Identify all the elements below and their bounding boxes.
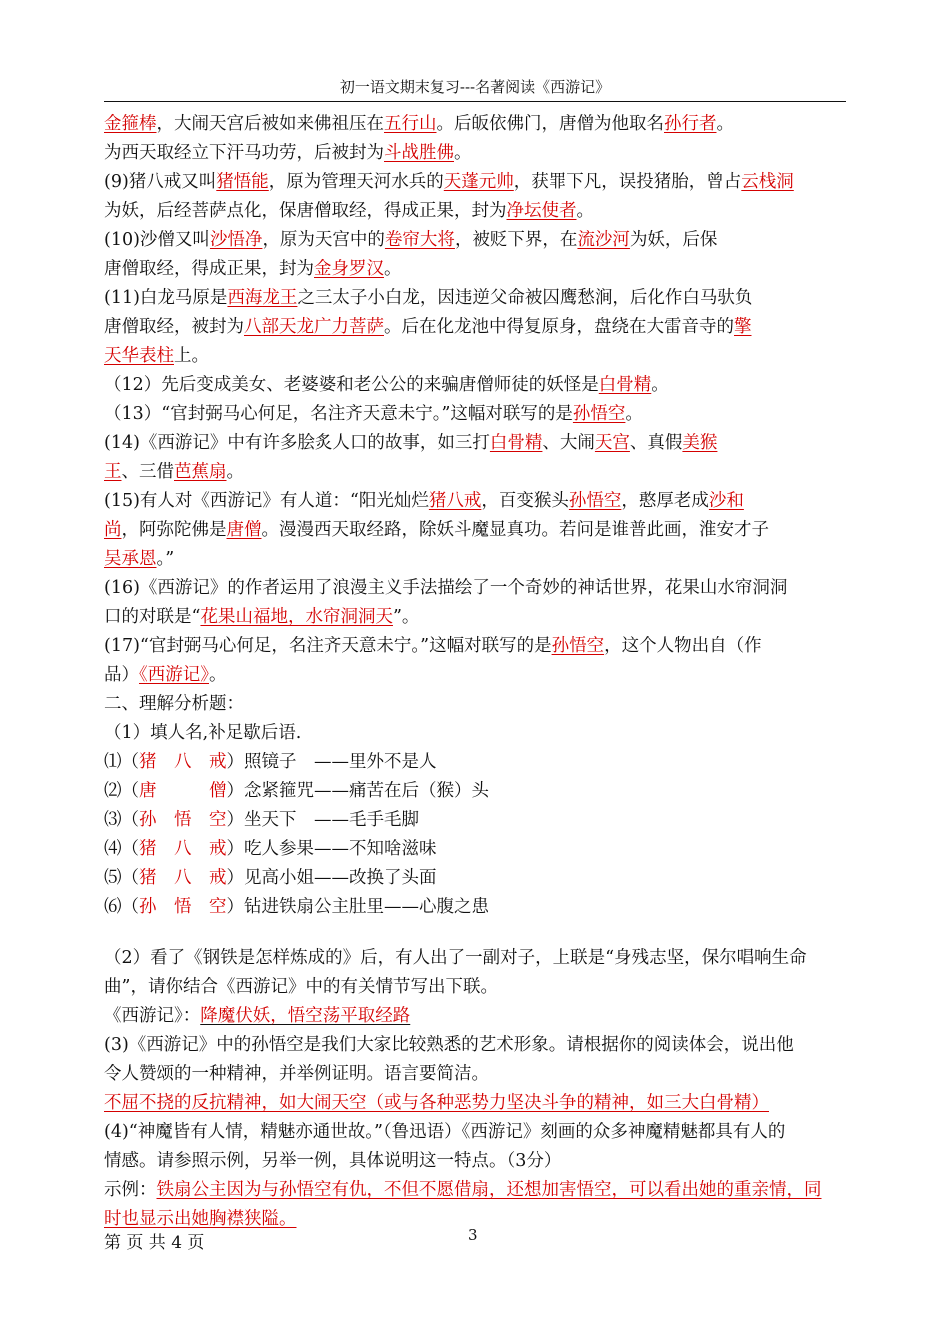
xiehouyu-item: ⑸（猪 八 戒）见高小姐——改换了头面 (104, 864, 849, 893)
question-11: (11)白龙马原是西海龙王之三太子小白龙，因违逆父命被囚鹰愁涧，后化作白马驮负 (104, 288, 753, 308)
question-9: (9)猪八戒又叫猪悟能，原为管理天河水兵的天蓬元帅，获罪下凡，误投猪胎，曾占云栈洞 (104, 172, 794, 192)
answer-blank: 五行山 (384, 114, 437, 134)
xiehouyu-item: ⑴（猪 八 戒）照镜子 ——里外不是人 (104, 748, 849, 777)
answer-blank: 云栈洞 (741, 172, 794, 192)
answer-line: 《西游记》：降魔伏妖，悟空荡平取经路 (104, 1006, 411, 1026)
answer-blank: 猪八戒 (428, 491, 482, 511)
text-line: 品）《西游记》。 (104, 665, 227, 685)
header-rule (104, 101, 846, 102)
section-heading: 二、理解分析题： (104, 694, 244, 714)
answer-blank: 流沙河 (577, 230, 630, 250)
answer-text: 时也显示出她胸襟狭隘。 (104, 1209, 297, 1229)
question-10: (10)沙僧又叫沙悟净，原为天宫中的卷帘大将，被贬下界，在流沙河为妖，后保 (104, 230, 718, 250)
answer-blank: 八部天龙广力菩萨 (244, 317, 384, 337)
answer-blank: 王 (104, 462, 122, 482)
question-12: （12）先后变成美女、老婆婆和老公公的来骗唐僧师徒的妖怪是白骨精。 (104, 375, 669, 395)
answer-blank: 美猴 (682, 433, 718, 453)
text-line: 吴承恩。” (104, 549, 175, 569)
answer-blank: 天蓬元帅 (443, 172, 514, 192)
answer-blank: 孙悟空 (572, 404, 626, 424)
answer-blank: 孙悟空 (551, 636, 605, 656)
answer-text: 铁扇公主因为与孙悟空有仇，不但不愿借扇，还想加害悟空，可以看出她的重亲情，同 (156, 1180, 822, 1200)
answer-blank: 斗战胜佛 (384, 143, 454, 163)
answer-blank: 天宫 (594, 433, 630, 453)
answer-blank: 孙悟空 (568, 491, 622, 511)
text-line: 金箍棒，大闹天宫后被如来佛祖压在五行山。后皈依佛门，唐僧为他取名孙行者。 (104, 114, 734, 134)
answer-name: 孙 悟 空 (139, 810, 227, 830)
answer-blank: 《西游记》 (139, 665, 209, 685)
answer-name: 猪 八 戒 (139, 868, 227, 888)
xiehouyu-item: ⑹（孙 悟 空）钻进铁扇公主肚里——心腹之患 (104, 893, 849, 922)
answer-blank: 金身罗汉 (314, 259, 384, 279)
answer-blank: 西海龙王 (227, 288, 298, 308)
answer-name: 猪 八 戒 (139, 839, 227, 859)
answer-blank: 尚 (104, 520, 122, 540)
answer-blank: 白骨精 (489, 433, 543, 453)
page-number: 3 (468, 1226, 478, 1244)
question-15: (15)有人对《西游记》有人道：“阳光灿烂猪八戒，百变猴头孙悟空，憨厚老成沙和 (104, 491, 744, 511)
text-line: 王、三借芭蕉扇。 (104, 462, 244, 482)
answer-blank: 净坛使者 (506, 201, 577, 221)
document-body (104, 110, 849, 1234)
answer-blank: 白骨精 (598, 375, 652, 395)
text-line: 令人赞颂的一种精神，并举例证明。语言要简洁。 (104, 1064, 489, 1084)
question-16: (16)《西游记》的作者运用了浪漫主义手法描绘了一个奇妙的神话世界，花果山水帘洞洞 (104, 578, 788, 598)
answer-name: 唐 僧 (139, 781, 227, 801)
question-13: （13）“官封弼马心何足，名注齐天意未宁。”这幅对联写的是孙悟空。 (104, 404, 643, 424)
text-line: 尚，阿弥陀佛是唐僧。漫漫西天取经路，除妖斗魔显真功。若问是谁普此画，淮安才子 (104, 520, 769, 540)
question-3: (3)《西游记》中的孙悟空是我们大家比较熟悉的艺术形象。请根据你的阅读体会，说出他 (104, 1035, 794, 1055)
answer-name: 孙 悟 空 (139, 897, 227, 917)
answer-line (104, 1089, 849, 1118)
spacer (104, 922, 849, 944)
answer-text: 不屈不挠的反抗精神，如大闹天空（或与各种恶势力坚决斗争的精神，如三大白骨精） (104, 1093, 769, 1113)
xiehouyu-item: ⑶（孙 悟 空）坐天下 ——毛手毛脚 (104, 806, 849, 835)
answer-name: 猪 八 戒 (139, 752, 227, 772)
answer-line: 示例：铁扇公主因为与孙悟空有仇，不但不愿借扇，还想加害悟空，可以看出她的重亲情，同 (104, 1180, 822, 1200)
text-line: 口的对联是“花果山福地，水帘洞洞天”。 (104, 607, 420, 627)
question-17: (17)“官封弼马心何足，名注齐天意未宁。”这幅对联写的是孙悟空，这个人物出自（作 (104, 636, 762, 656)
text-line: 为妖，后经菩萨点化，保唐僧取经，得成正果，封为净坛使者。 (104, 201, 594, 221)
answer-blank: 擎 (734, 317, 752, 337)
answer-blank: 沙悟净 (209, 230, 263, 250)
question-heading: （1）填人名,补足歇后语. (104, 723, 302, 743)
footer-page-info: 第 页 共 4 页 (104, 1233, 205, 1253)
text-line: 唐僧取经，被封为八部天龙广力菩萨。后在化龙池中得复原身，盘绕在大雷音寺的擎 (104, 317, 752, 337)
answer-text: 降魔伏妖，悟空荡平取经路 (200, 1006, 411, 1026)
answer-blank: 花果山福地，水帘洞洞天 (200, 607, 393, 627)
answer-blank: 金箍棒 (104, 114, 157, 134)
text-line: 唐僧取经，得成正果，封为金身罗汉。 (104, 259, 402, 279)
answer-blank: 沙和 (708, 491, 744, 511)
question-2: （2）看了《钢铁是怎样炼成的》后，有人出了一副对子，上联是“身残志坚，保尔唱响生命 (104, 948, 807, 968)
answer-blank: 芭蕉扇 (174, 462, 227, 482)
question-14: (14)《西游记》中有许多脍炙人口的故事，如三打白骨精、大闹天宫、真假美猴 (104, 433, 718, 453)
text-line: 天华表柱上。 (104, 346, 209, 366)
answer-blank: 猪悟能 (216, 172, 269, 192)
answer-blank: 唐僧 (226, 520, 262, 540)
answer-blank: 天华表柱 (104, 346, 174, 366)
page-header: 初一语文期末复习---名著阅读《西游记》 (339, 78, 611, 96)
text-line: 为西天取经立下汗马功劳，后被封为斗战胜佛。 (104, 143, 472, 163)
xiehouyu-item: ⑵（唐 僧）念紧箍咒——痛苦在后（猴）头 (104, 777, 849, 806)
xiehouyu-item: ⑷（猪 八 戒）吃人参果——不知啥滋味 (104, 835, 849, 864)
answer-blank: 卷帘大将 (384, 230, 455, 250)
answer-blank: 孙行者 (664, 114, 717, 134)
answer-blank: 吴承恩 (104, 549, 157, 569)
question-4: (4)“神魔皆有人情，精魅亦通世故。”（鲁迅语）《西游记》刻画的众多神魔精魅都具有人的 (104, 1122, 786, 1142)
text-line: 曲”，请你结合《西游记》中的有关情节写出下联。 (104, 977, 498, 997)
text-line: 情感。请参照示例，另举一例，具体说明这一特点。（3分） (104, 1151, 562, 1171)
